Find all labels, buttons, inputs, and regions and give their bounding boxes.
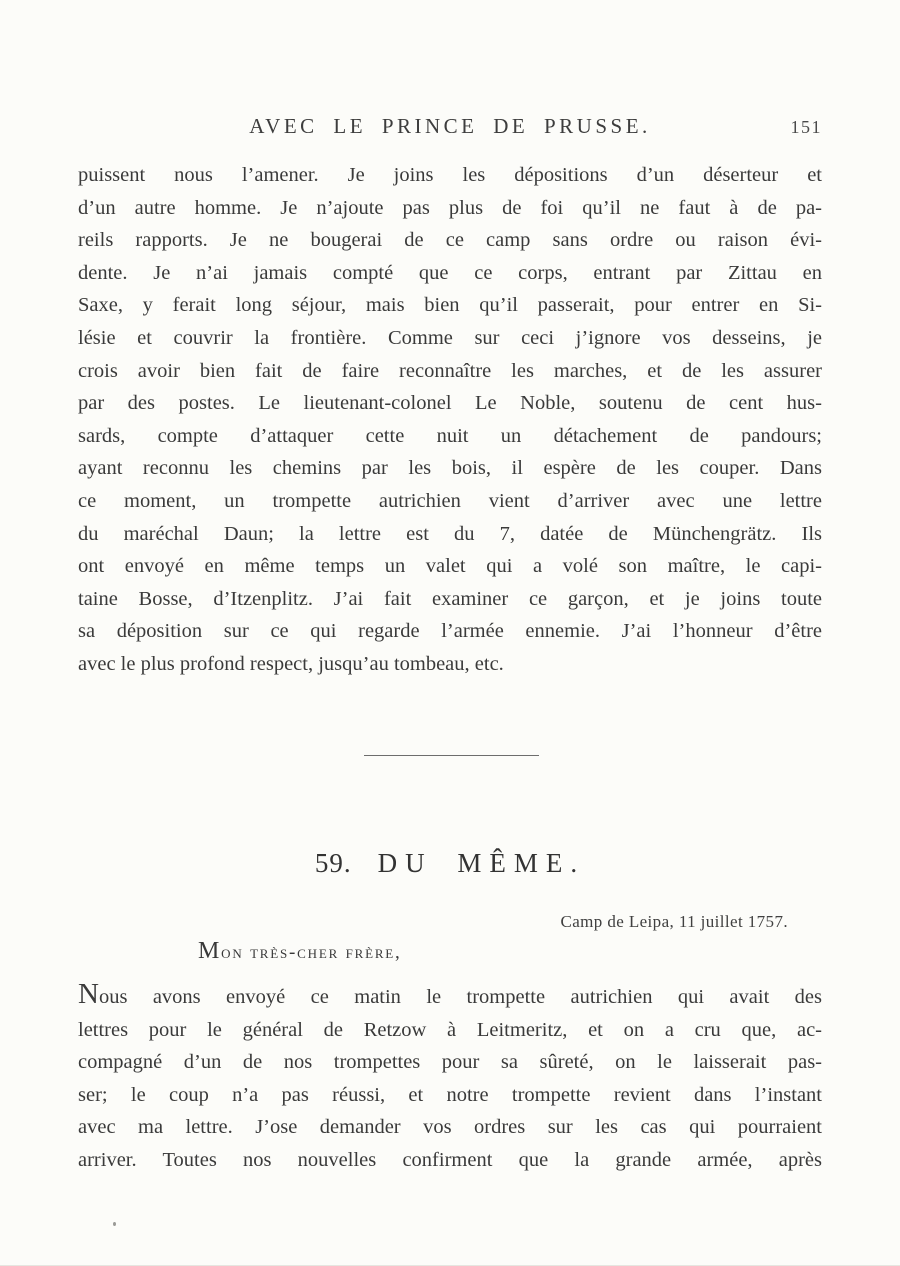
text-line: ser; le coup n’a pas réussi, et notre trompette revient dans l’instant	[78, 1083, 822, 1106]
header-title: AVEC LE PRINCE DE PRUSSE.	[249, 114, 651, 138]
text-line: sa déposition sur ce qui regarde l’armée ennemie. J’ai l’honneur d’être	[78, 620, 822, 643]
text-line: puissent nous l’amener. Je joins les dépositions d’un déserteur et	[78, 164, 822, 186]
letter-title: DU MÊME.	[377, 848, 586, 878]
text-line: reils rapports. Je ne bougerai de ce camp sans ordre ou raison évi-	[78, 229, 822, 252]
letter-58-body	[78, 159, 822, 681]
running-header	[78, 114, 822, 144]
text-line: avec le plus profond respect, jusqu’au tombeau, etc.	[78, 652, 504, 675]
text-line: Nous avons envoyé ce matin le trompette autrichien qui avait des	[78, 978, 822, 1010]
text-line: crois avoir bien fait de faire reconnaître les marches, et de les assurer	[78, 359, 822, 382]
text-line: compagné d’un de nos trompettes pour sa sûreté, on le laisserait pas-	[78, 1051, 822, 1074]
text-line: lettres pour le général de Retzow à Leitmeritz, et on a cru que, ac-	[78, 1018, 822, 1041]
letter-number: 59.	[314, 848, 352, 878]
text-line: par des postes. Le lieutenant-colonel Le Noble, soutenu de cent hus-	[78, 392, 822, 415]
letter-59-body	[78, 978, 822, 1177]
text-line: lésie et couvrir la frontière. Comme sur ceci j’ignore vos desseins, je	[78, 326, 822, 349]
text-line: sards, compte d’attaquer cette nuit un détachement de pandours;	[78, 424, 822, 447]
letter-59-heading	[0, 848, 900, 879]
text-line: d’un autre homme. Je n’ajoute pas plus de foi qu’il ne faut à de pa-	[78, 196, 822, 219]
page-number: 151	[790, 117, 822, 137]
text-line: avec ma lettre. J’ose demander vos ordres sur les cas qui pourraient	[78, 1116, 822, 1139]
text-line: ont envoyé en même temps un valet qui a volé son maître, le capi-	[78, 555, 822, 578]
text-line: dente. Je n’ai jamais compté que ce corps, entrant par Zittau en	[78, 261, 822, 284]
ink-speck	[113, 1222, 116, 1226]
text-line: ce moment, un trompette autrichien vient d’arriver avec une lettre	[78, 489, 822, 512]
text-line: Saxe, y ferait long séjour, mais bien qu’il passerait, pour entrer en Si-	[78, 294, 822, 317]
salutation: Mon très-cher frère,	[198, 938, 402, 964]
text-line: du maréchal Daun; la lettre est du 7, datée de Münchengrätz. Ils	[78, 522, 822, 545]
section-divider	[364, 755, 539, 756]
text-line: arriver. Toutes nos nouvelles confirment que la grande armée, après	[78, 1148, 822, 1171]
text-line: taine Bosse, d’Itzenplitz. J’ai fait examiner ce garçon, et je joins toute	[78, 587, 822, 610]
dateline: Camp de Leipa, 11 juillet 1757.	[560, 912, 788, 931]
text-line: ayant reconnu les chemins par les bois, il espère de les couper. Dans	[78, 457, 822, 480]
